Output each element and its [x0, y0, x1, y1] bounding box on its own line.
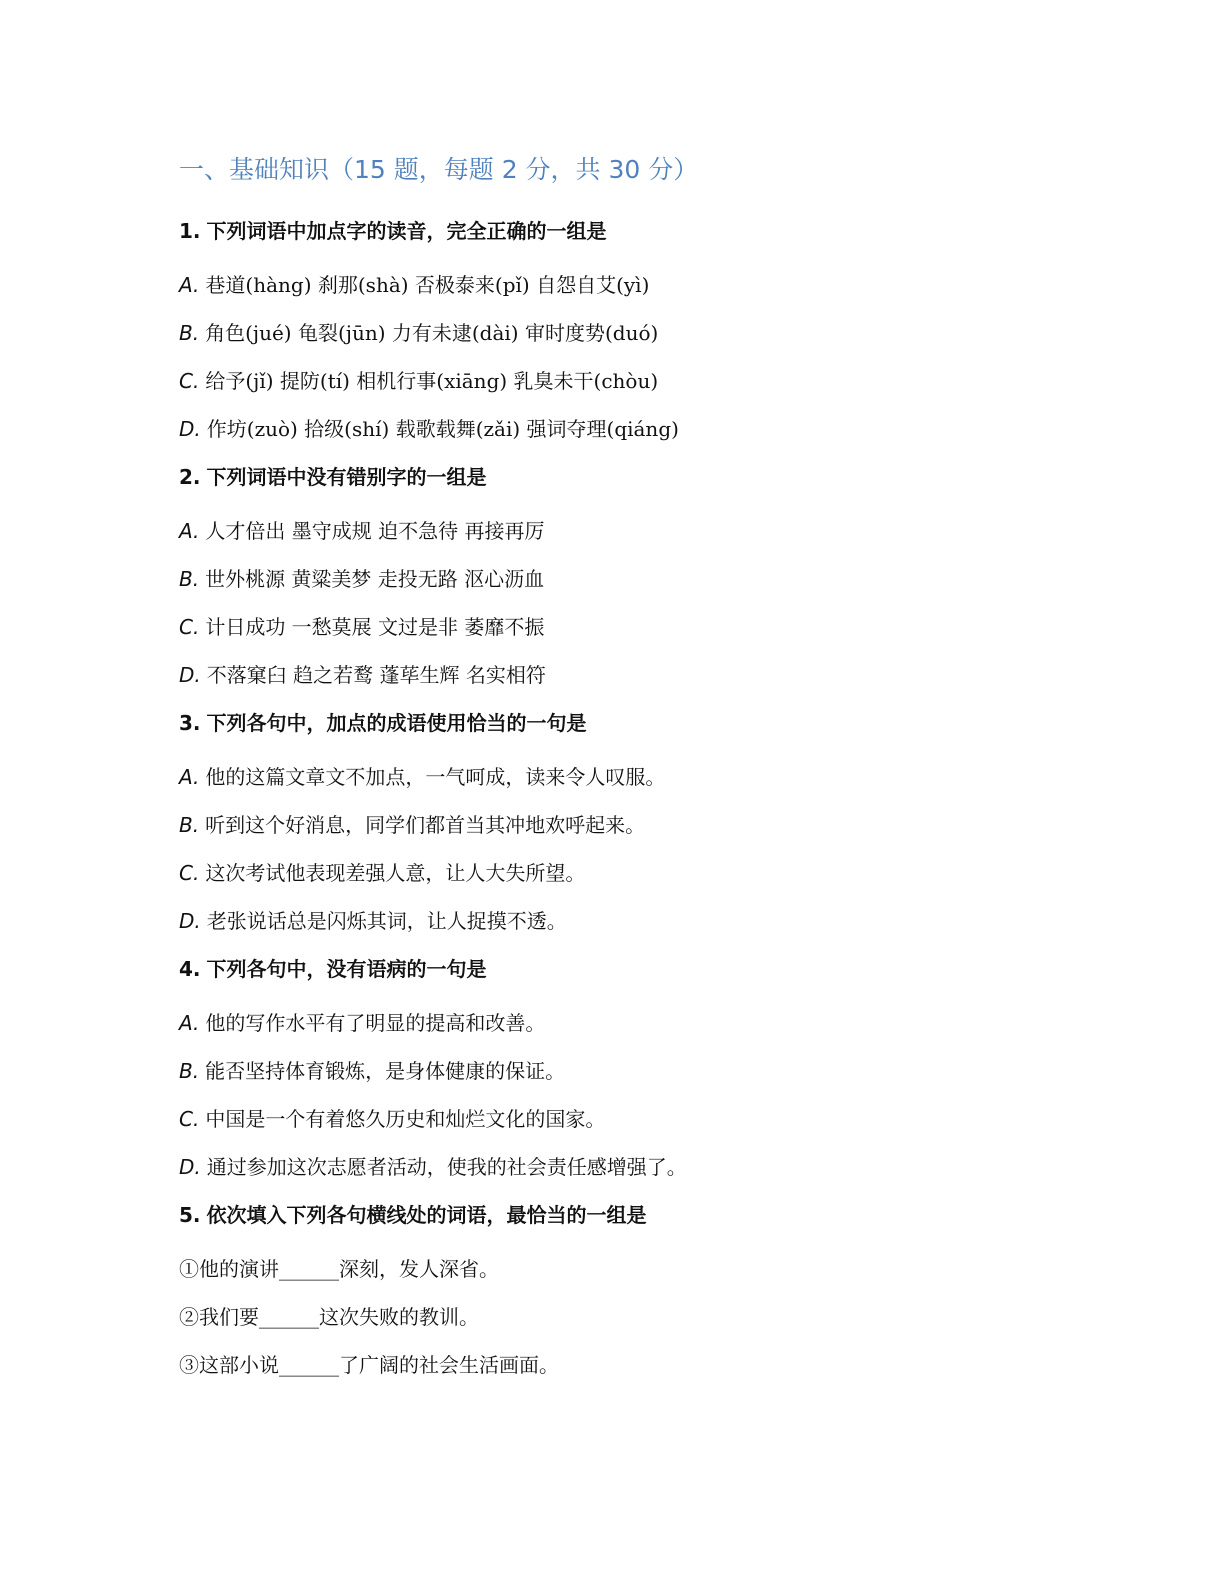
- question-text: 下列各句中，加点的成语使用恰当的一句是: [206, 711, 587, 735]
- option-letter: D.: [179, 909, 201, 933]
- answer-option: [179, 858, 1099, 888]
- question-number: 2.: [179, 465, 201, 489]
- question-text: 下列词语中没有错别字的一组是: [206, 465, 487, 489]
- question-text: 下列词语中加点字的读音，完全正确的一组是: [206, 219, 607, 243]
- option-letter: B.: [179, 1059, 200, 1083]
- question-stem: [179, 462, 1099, 492]
- answer-option: [179, 414, 1099, 444]
- question-stem: [179, 954, 1099, 984]
- option-text: 这次考试他表现差强人意，让人大失所望。: [205, 861, 586, 885]
- question-number: 5.: [179, 1203, 201, 1227]
- option-letter: C.: [179, 861, 200, 885]
- option-letter: C.: [179, 369, 200, 393]
- question-number: 1.: [179, 219, 201, 243]
- option-letter: A.: [179, 1011, 200, 1035]
- question-list: [179, 216, 1099, 1380]
- option-text: 作坊(zuò) 拾级(shí) 载歌载舞(zǎi) 强词夺理(qiáng): [206, 417, 679, 441]
- answer-option: [179, 810, 1099, 840]
- option-text: 世外桃源 黄粱美梦 走投无路 沤心沥血: [205, 567, 545, 591]
- answer-option: [179, 1302, 1099, 1332]
- answer-option: [179, 1254, 1099, 1284]
- option-text: 老张说话总是闪烁其词，让人捉摸不透。: [206, 909, 567, 933]
- answer-option: [179, 1008, 1099, 1038]
- question-block: [179, 216, 1099, 444]
- answer-option: [179, 1104, 1099, 1134]
- option-text: ②我们要______这次失败的教训。: [179, 1305, 479, 1329]
- option-text: 计日成功 一愁莫展 文过是非 萎靡不振: [205, 615, 545, 639]
- option-letter: A.: [179, 519, 200, 543]
- option-letter: D.: [179, 663, 201, 687]
- option-text: 不落窠臼 趋之若鹜 蓬荜生辉 名实相符: [206, 663, 546, 687]
- option-text: 听到这个好消息，同学们都首当其冲地欢呼起来。: [205, 813, 646, 837]
- question-stem: [179, 1200, 1099, 1230]
- answer-option: [179, 906, 1099, 936]
- answer-option: [179, 516, 1099, 546]
- option-letter: C.: [179, 615, 200, 639]
- question-block: [179, 1200, 1099, 1380]
- question-stem: [179, 216, 1099, 246]
- option-letter: D.: [179, 417, 201, 441]
- answer-option: [179, 1056, 1099, 1086]
- exam-page: [179, 150, 1099, 1398]
- option-letter: B.: [179, 813, 200, 837]
- option-text: 人才倍出 墨守成规 迫不急待 再接再厉: [205, 519, 545, 543]
- option-text: 他的这篇文章文不加点，一气呵成，读来令人叹服。: [205, 765, 666, 789]
- option-text: 中国是一个有着悠久历史和灿烂文化的国家。: [205, 1107, 606, 1131]
- answer-option: [179, 270, 1099, 300]
- question-block: [179, 954, 1099, 1182]
- answer-option: [179, 612, 1099, 642]
- question-block: [179, 708, 1099, 936]
- option-letter: D.: [179, 1155, 201, 1179]
- question-text: 下列各句中，没有语病的一句是: [206, 957, 487, 981]
- option-text: 给予(jǐ) 提防(tí) 相机行事(xiāng) 乳臭未干(chòu): [205, 369, 659, 393]
- answer-option: [179, 660, 1099, 690]
- answer-option: [179, 1152, 1099, 1182]
- option-letter: C.: [179, 1107, 200, 1131]
- option-letter: B.: [179, 321, 200, 345]
- answer-option: [179, 366, 1099, 396]
- question-text: 依次填入下列各句横线处的词语，最恰当的一组是: [206, 1203, 647, 1227]
- answer-option: [179, 762, 1099, 792]
- option-text: 通过参加这次志愿者活动，使我的社会责任感增强了。: [206, 1155, 687, 1179]
- option-text: 角色(jué) 龟裂(jūn) 力有未逮(dài) 审时度势(duó): [205, 321, 659, 345]
- question-stem: [179, 708, 1099, 738]
- question-number: 3.: [179, 711, 201, 735]
- option-letter: A.: [179, 273, 200, 297]
- option-text: ③这部小说______了广阔的社会生活画面。: [179, 1353, 559, 1377]
- option-text: 巷道(hàng) 刹那(shà) 否极泰来(pǐ) 自怨自艾(yì): [205, 273, 650, 297]
- option-text: 能否坚持体育锻炼，是身体健康的保证。: [205, 1059, 566, 1083]
- question-number: 4.: [179, 957, 201, 981]
- section-title: 一、基础知识（15 题，每题 2 分，共 30 分）: [179, 155, 699, 184]
- question-block: [179, 462, 1099, 690]
- option-letter: B.: [179, 567, 200, 591]
- answer-option: [179, 318, 1099, 348]
- option-text: ①他的演讲______深刻，发人深省。: [179, 1257, 499, 1281]
- answer-option: [179, 1350, 1099, 1380]
- answer-option: [179, 564, 1099, 594]
- option-letter: A.: [179, 765, 200, 789]
- option-text: 他的写作水平有了明显的提高和改善。: [205, 1011, 546, 1035]
